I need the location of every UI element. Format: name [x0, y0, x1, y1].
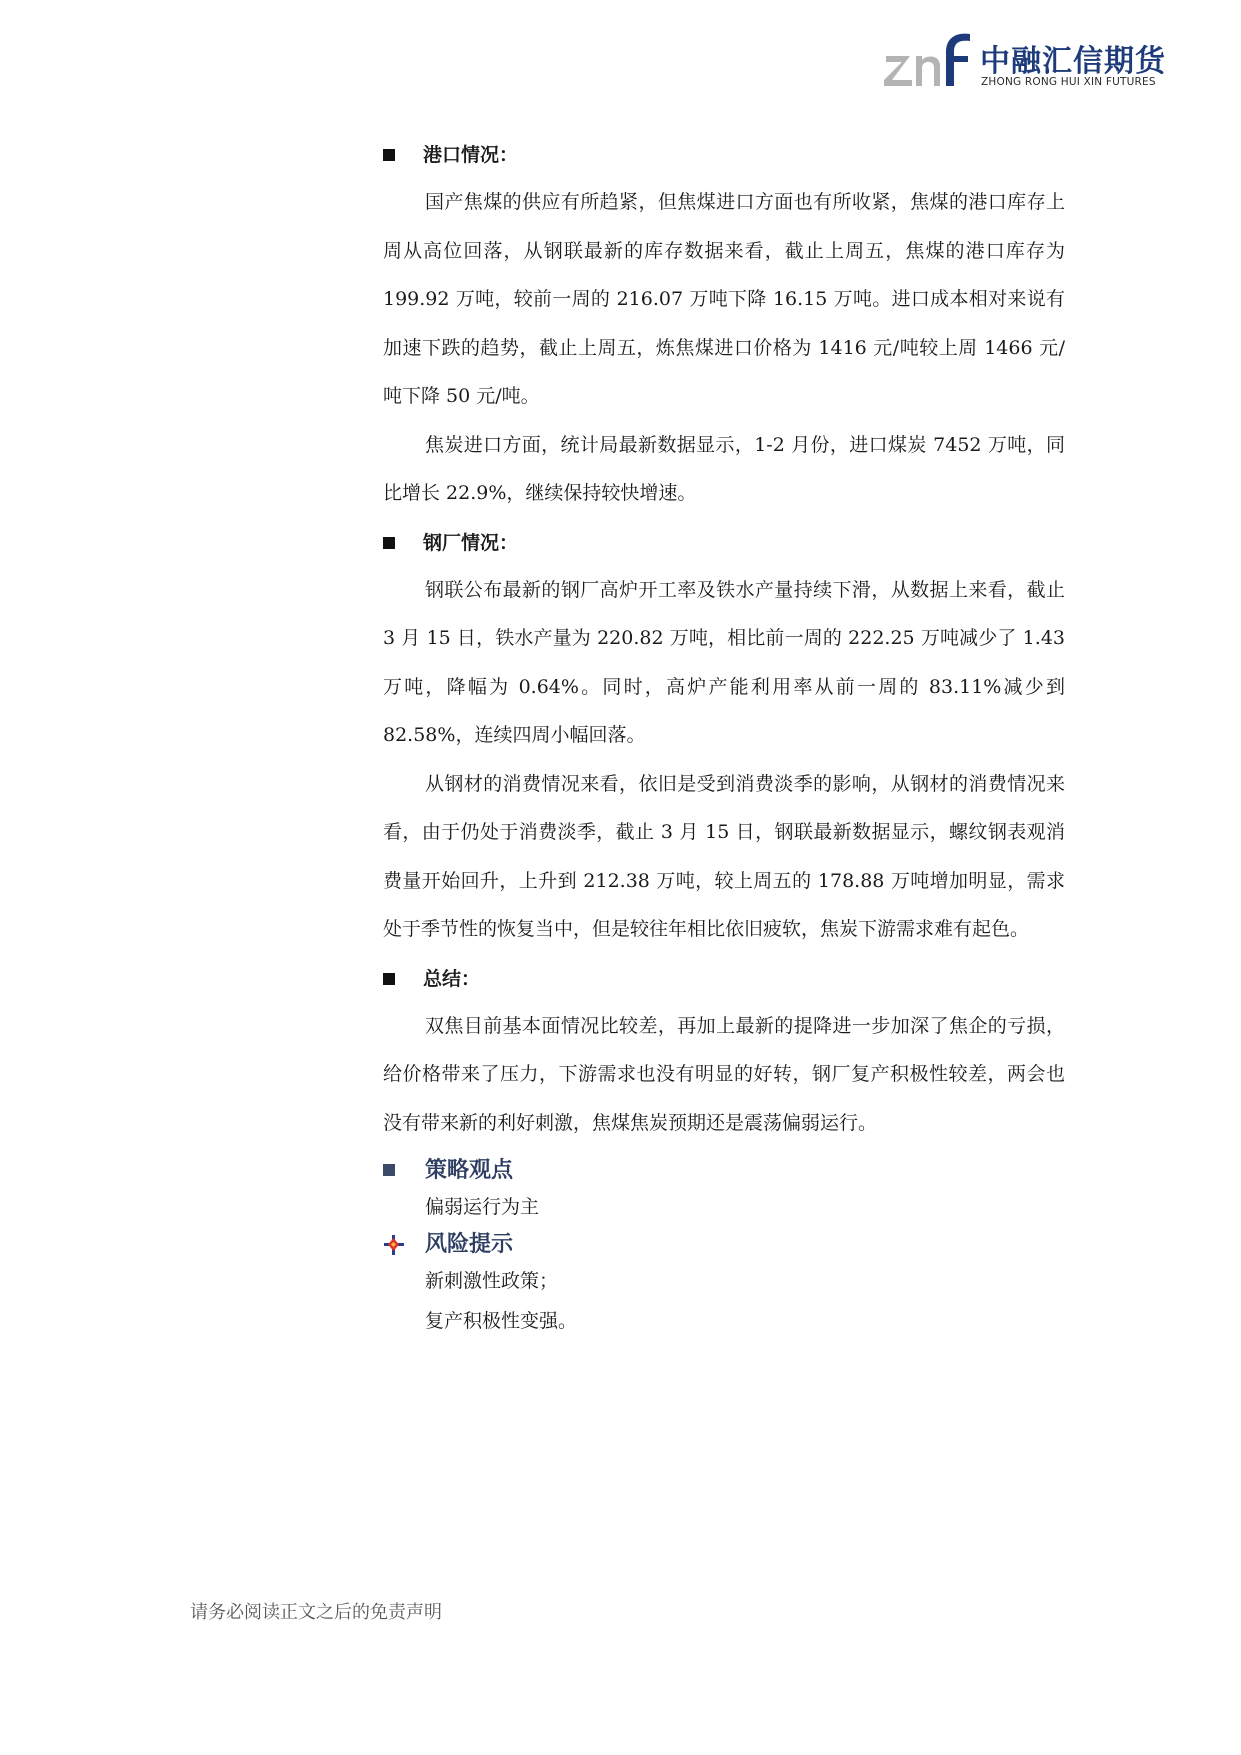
znf-logo-mark-icon	[884, 30, 972, 94]
strategy-text: 偏弱运行为主	[425, 1196, 540, 1218]
section-strategy-heading	[383, 1155, 1065, 1187]
footer-disclaimer: 请务必阅读正文之后的免责声明	[190, 1602, 442, 1623]
section-summary-title: 总结：	[423, 967, 481, 990]
port-paragraph-1: 国产焦煤的供应有所趋紧，但焦煤进口方面也有所收紧，焦煤的港口库存上周从高位回落，从钢联最新的库存数据来看，截止上周五，焦煤的港口库存为 199.92 万吨，较前一周的 216.07 万吨下降 16.15 万吨。进口成本相对来说有加速下跌的趋势，截止上周五，炼焦煤进口价格为 1416 元/吨较上周 1466 元/吨下降 50 元/吨。	[383, 191, 1065, 407]
risk-item-1: 新刺激性政策；	[425, 1270, 559, 1292]
risk-flag-icon	[383, 1234, 405, 1256]
section-summary-heading	[383, 964, 1065, 994]
section-strategy-title: 策略观点	[425, 1158, 514, 1183]
logo-english-name: ZHONG RONG HUI XIN FUTURES	[981, 76, 1156, 88]
section-risk-heading	[383, 1229, 1065, 1261]
mill-paragraph-2: 从钢材的消费情况来看，依旧是受到消费淡季的影响，从钢材的消费情况来看，由于仍处于消费淡季，截止 3 月 15 日，钢联最新数据显示，螺纹钢表观消费量开始回升，上升到 212.38 万吨，较上周五的 178.88 万吨增加明显，需求处于季节性的恢复当中，但是较往年相比依旧疲软，焦炭下游需求难有起色。	[383, 772, 1065, 940]
section-port-heading	[383, 140, 1065, 170]
report-body	[383, 140, 1065, 1341]
section-risk-title: 风险提示	[425, 1232, 514, 1257]
logo-chinese-name: 中融汇信期货	[980, 44, 1166, 79]
square-bullet-icon	[383, 973, 395, 985]
summary-paragraph-1: 双焦目前基本面情况比较差，再加上最新的提降进一步加深了焦企的亏损，给价格带来了压力，下游需求也没有明显的好转，钢厂复产积极性较差，两会也没有带来新的利好刺激，焦煤焦炭预期还是震荡偏弱运行。	[383, 1014, 1065, 1134]
section-mill-title: 钢厂情况：	[423, 531, 519, 554]
company-logo	[884, 30, 1184, 94]
section-port-title: 港口情况：	[423, 144, 519, 166]
square-bullet-icon	[383, 149, 395, 161]
risk-item-2: 复产积极性变强。	[425, 1310, 578, 1332]
section-mill-heading	[383, 528, 1065, 558]
port-paragraph-2: 焦炭进口方面，统计局最新数据显示，1-2 月份，进口煤炭 7452 万吨，同比增长 22.9%，继续保持较快增速。	[383, 433, 1065, 504]
square-bullet-icon	[383, 1164, 395, 1176]
square-bullet-icon	[383, 537, 395, 549]
mill-paragraph-1: 钢联公布最新的钢厂高炉开工率及铁水产量持续下滑，从数据上来看，截止 3 月 15 日，铁水产量为 220.82 万吨，相比前一周的 222.25 万吨减少了 1.43 万吨，降幅为 0.64%。同时，高炉产能利用率从前一周的 83.11%减少到 82.58%，连续四周小幅回落。	[383, 578, 1065, 746]
